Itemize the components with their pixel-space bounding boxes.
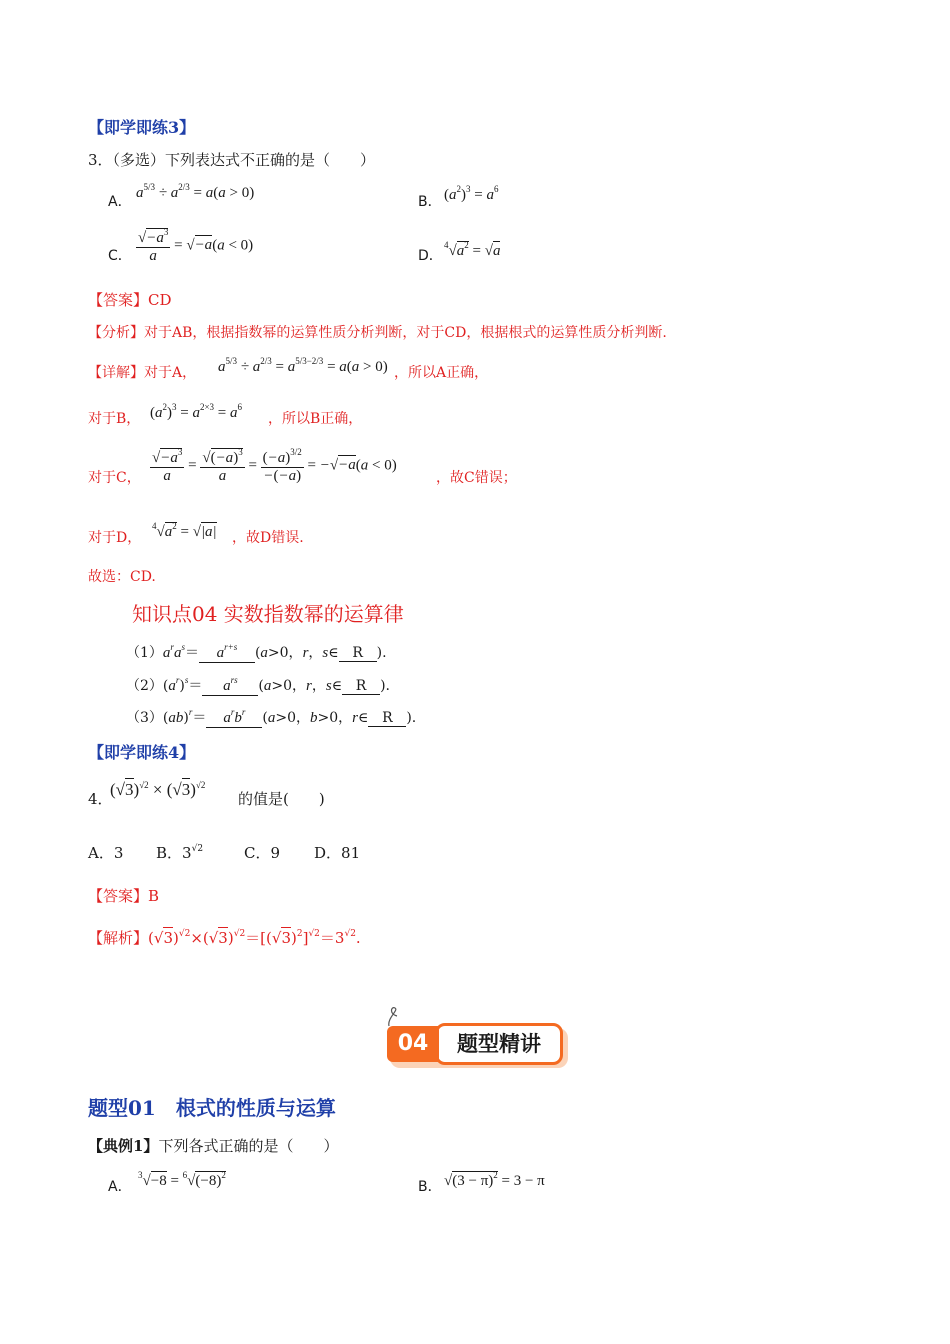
practice3-question: 3．（多选）下列表达式不正确的是（ ） xyxy=(88,151,376,169)
practice4-heading: 【即学即练4】 xyxy=(88,743,196,762)
practice4-question-tail: 的值是( ) xyxy=(238,790,325,808)
badge-number: 04 xyxy=(387,1026,439,1062)
option-b-label: B． xyxy=(418,194,442,210)
option-c-formula: $\frac{√-a^3}{a}$ = √−a(a < 0) xyxy=(138,227,254,264)
practice4-answer: 【答案】B xyxy=(88,887,160,905)
example1-option-a-formula: $^3√-8 = ^6√(-8)^2$ xyxy=(138,1170,226,1189)
option-c-label: C． xyxy=(108,248,132,264)
rule-3: $(3)(ab)^r= a^rb^r$ (a>0，b>0，r∈ R ). xyxy=(126,707,417,726)
practice4-question-num: 4． xyxy=(88,790,113,808)
option-a-formula: $a^{5/3} \div a^{2/3} = a(a > 0)$ xyxy=(136,182,255,201)
detail-b-tail: ，所以B正确， xyxy=(268,411,363,427)
rule-3-blank: R xyxy=(368,710,406,727)
practice3-heading: 【即学即练3】 xyxy=(88,118,196,137)
rule-1: $(1)a^ra^s= a^{r+s}$ (a>0，r，s∈ R ). xyxy=(126,642,387,661)
rule-1-blank: R xyxy=(339,645,377,662)
type01-title: 题型01 根式的性质与运算 xyxy=(88,1096,336,1120)
practice3-answer: 【答案】CD xyxy=(88,291,172,309)
example1-option-b-formula: $√(3 - \pi)^2 = 3 - \pi$ xyxy=(444,1170,545,1189)
practice3-analysis: 【分析】对于AB，根据指数幂的运算性质分析判断，对于CD，根据根式的运算性质分析判断. xyxy=(88,325,667,341)
detail-a-formula: $a^{5/3} \div a^{2/3} = a^{5/3-2/3} = a(a > 0)$ xyxy=(218,356,388,375)
detail-d-formula: $^4√a^2 = √|a|$ xyxy=(152,521,217,540)
detail-a-label: 【详解】对于A， xyxy=(88,365,197,381)
example1-label: 【典例1】 xyxy=(88,1137,159,1155)
option-d-formula: $^4√a^2 = √a$ xyxy=(444,240,501,259)
rule-2-blank: R xyxy=(342,678,380,695)
practice3-conclusion: 故选：CD. xyxy=(88,569,156,585)
rule-2-prefix: （2） xyxy=(126,678,163,694)
practice4-option-b-text: B．3 xyxy=(156,844,192,862)
example1-text: 下列各式正确的是（ ） xyxy=(158,1137,339,1155)
badge-title: 题型精讲 xyxy=(435,1023,563,1065)
practice4-solution-label: 【解析】 xyxy=(88,929,149,947)
detail-c-head: 对于C， xyxy=(88,470,141,486)
option-d-label: D． xyxy=(418,248,443,264)
practice4-question-formula: $(√3)^{√2} \times (√3)^{√2}$ xyxy=(110,780,206,799)
practice4-option-b: B．$3^{√2}$ xyxy=(156,844,204,862)
detail-b-formula: $(a^2)^3 = a^{2\times 3} = a^6$ xyxy=(150,402,243,421)
rule-1-prefix: （1） xyxy=(126,645,163,661)
example1-option-a-label: A． xyxy=(108,1179,132,1195)
practice4-option-c: C．9 xyxy=(244,844,281,862)
practice4-option-a: A．3 xyxy=(88,844,124,862)
detail-c-formula: $\frac{√-a^3}{a}$ = $\frac{√(-a)^3}{a}$ = $\frac{(-a)^{3/2}}{-(-a)}$ = −√−a(a < 0) xyxy=(152,447,397,484)
detail-d-head: 对于D， xyxy=(88,530,142,546)
pen-scribble-icon xyxy=(385,1006,405,1028)
example1 xyxy=(88,1135,338,1156)
section-badge xyxy=(387,1020,567,1068)
practice4-solution: 【解析】$(√3)^{√2}\times(√3)^{√2}=[(√3)^2]^{√2}=3^{√2}$. xyxy=(88,929,361,947)
detail-d-tail: ，故D错误. xyxy=(232,530,304,546)
option-b-formula: $(a^2)^3 = a^6$ xyxy=(444,184,499,203)
detail-b-head: 对于B， xyxy=(88,411,141,427)
detail-a-tail: ，所以A正确， xyxy=(394,365,489,381)
rule-2: $(2)(a^r)^s= a^{rs}$ (a>0，r，s∈ R ). xyxy=(126,675,390,694)
option-a-label: A． xyxy=(108,194,132,210)
example1-option-b-label: B． xyxy=(418,1179,442,1195)
detail-c-tail: ，故C错误； xyxy=(436,470,517,486)
knowledge04-title: 知识点04 实数指数幂的运算律 xyxy=(132,602,404,626)
rule-3-prefix: （3） xyxy=(126,710,163,726)
practice4-option-d: D．81 xyxy=(314,844,361,862)
